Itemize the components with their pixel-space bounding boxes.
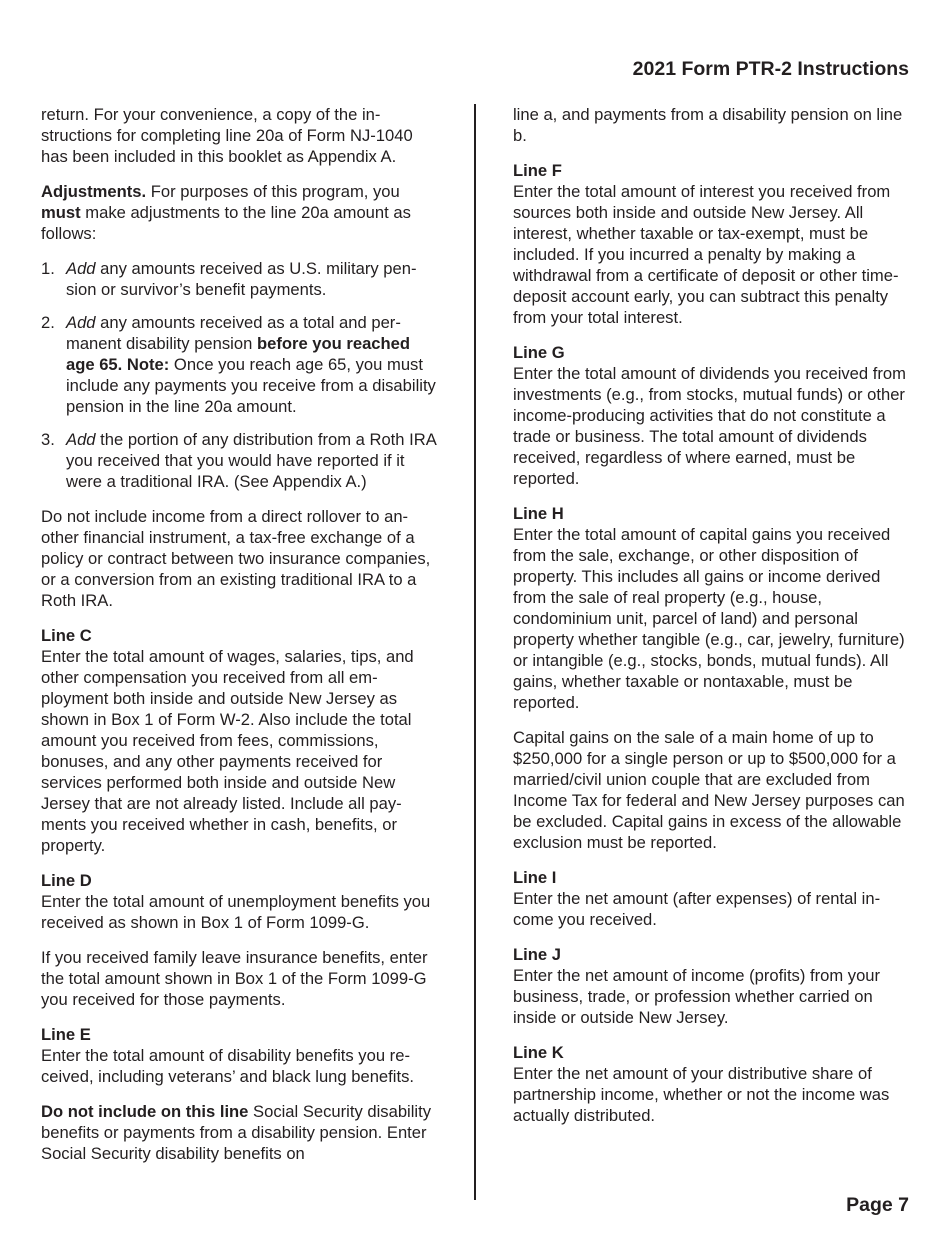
- line-g-text: Enter the total amount of dividends you received from investments (e.g., from stocks, mutual funds) or other income-producing activities that do not constitute a trade or business. The total amount of dividends received, regardless of where earned, must be reported.: [513, 364, 906, 488]
- line-g-heading: Line G: [513, 343, 565, 362]
- left-column: [41, 104, 439, 1178]
- continuation-paragraph: line a, and payments from a disability pension on line b.: [513, 105, 903, 145]
- line-e-text-2: Do not include on this line Social Security disability benefits or payments from a disability pension. Enter Social Security disability benefits on: [41, 1102, 432, 1163]
- page-header-title: 2021 Form PTR-2 Instructions: [632, 58, 909, 80]
- line-k-heading: Line K: [513, 1043, 564, 1062]
- right-column: [513, 104, 911, 1140]
- line-d-text: Enter the total amount of unemployment benefits you received as shown in Box 1 of Form 1099-G.: [41, 892, 431, 932]
- line-e-heading: Line E: [41, 1025, 91, 1044]
- adjustments-heading: Adjustments.: [41, 182, 147, 201]
- line-i-heading: Line I: [513, 868, 557, 887]
- line-f-heading: Line F: [513, 161, 562, 180]
- line-c-text: Enter the total amount of wages, salaries, tips, and other compensation you received from all employment both inside and outside New Jersey as shown in Box 1 of Form W-2. Also include the total amount you received from fees, commissions, bonuses, and any other payments received for services performed both inside and outside New Jersey that are not already listed. Include all payments you received whether in cash, benefits, or property.: [41, 647, 414, 855]
- line-h-text: Enter the total amount of capital gains you received from the sale, exchange, or other disposition of property. This includes all gains or income derived from the sale of real property (e.g., house, condominium unit, parcel of land) and personal property whether tangible (e.g., car, jewelry, furniture) or intangible (e.g., stocks, bonds, mutual funds). All gains, whether taxable or nontaxable, must be reported.: [513, 525, 905, 712]
- line-c-heading: Line C: [41, 626, 92, 645]
- rollover-paragraph: Do not include income from a direct rollover to another financial instrument, a tax-free exchange of a policy or contract between two insurance companies, or a conversion from an existing traditional IRA to a Roth IRA.: [41, 507, 431, 610]
- line-i-text: Enter the net amount (after expenses) of rental income you received.: [513, 889, 881, 929]
- line-d-heading: Line D: [41, 871, 92, 890]
- line-k-text: Enter the net amount of your distributive share of partnership income, whether or not the income was actually distributed.: [513, 1064, 890, 1125]
- line-h-text-2: Capital gains on the sale of a main home of up to $250,000 for a single person or up to $500,000 for a married/civil union couple that are excluded from Income Tax for federal and New Jersey purposes can be excluded. Capital gains in excess of the allowable exclusion must be reported.: [513, 728, 905, 852]
- line-j-text: Enter the net amount of income (profits) from your business, trade, or profession whether carried on inside or outside New Jersey.: [513, 966, 881, 1027]
- list-item: 1. Add any amounts received as U.S. military pension or survivor’s benefit payments.: [41, 259, 417, 299]
- intro-paragraph: return. For your convenience, a copy of the instructions for completing line 20a of Form NJ-1040 has been included in this booklet as Appendix A.: [41, 105, 413, 166]
- line-f-text: Enter the total amount of interest you received from sources both inside and outside New Jersey. All interest, whether taxable or tax-exempt, must be included. If you incurred a penalty by making a withdrawal from a certificate of deposit or other time-deposit account early, you can subtract this penalty from your total interest.: [513, 182, 899, 327]
- line-j-heading: Line J: [513, 945, 561, 964]
- column-divider: [474, 104, 476, 1200]
- line-e-text: Enter the total amount of disability benefits you received, including veterans’ and black lung benefits.: [41, 1046, 414, 1086]
- adjustments-paragraph: Adjustments. For purposes of this program, you must make adjustments to the line 20a amount as follows:: [41, 182, 411, 243]
- line-d-text-2: If you received family leave insurance benefits, enter the total amount shown in Box 1 of the Form 1099-G you received for those payments.: [41, 948, 428, 1009]
- adjustments-list: [41, 258, 439, 492]
- list-item: 2. Add any amounts received as a total and permanent disability pension before you reached age 65. Note: Once you reach age 65, you must include any payments you receive from a disability pension in the line 20a amount.: [41, 313, 436, 416]
- page-number: Page 7: [846, 1194, 909, 1216]
- line-h-heading: Line H: [513, 504, 564, 523]
- list-item: 3. Add the portion of any distribution from a Roth IRA you received that you would have reported if it were a traditional IRA. (See Appendix A.): [41, 430, 436, 491]
- must-emphasis: must: [41, 203, 81, 222]
